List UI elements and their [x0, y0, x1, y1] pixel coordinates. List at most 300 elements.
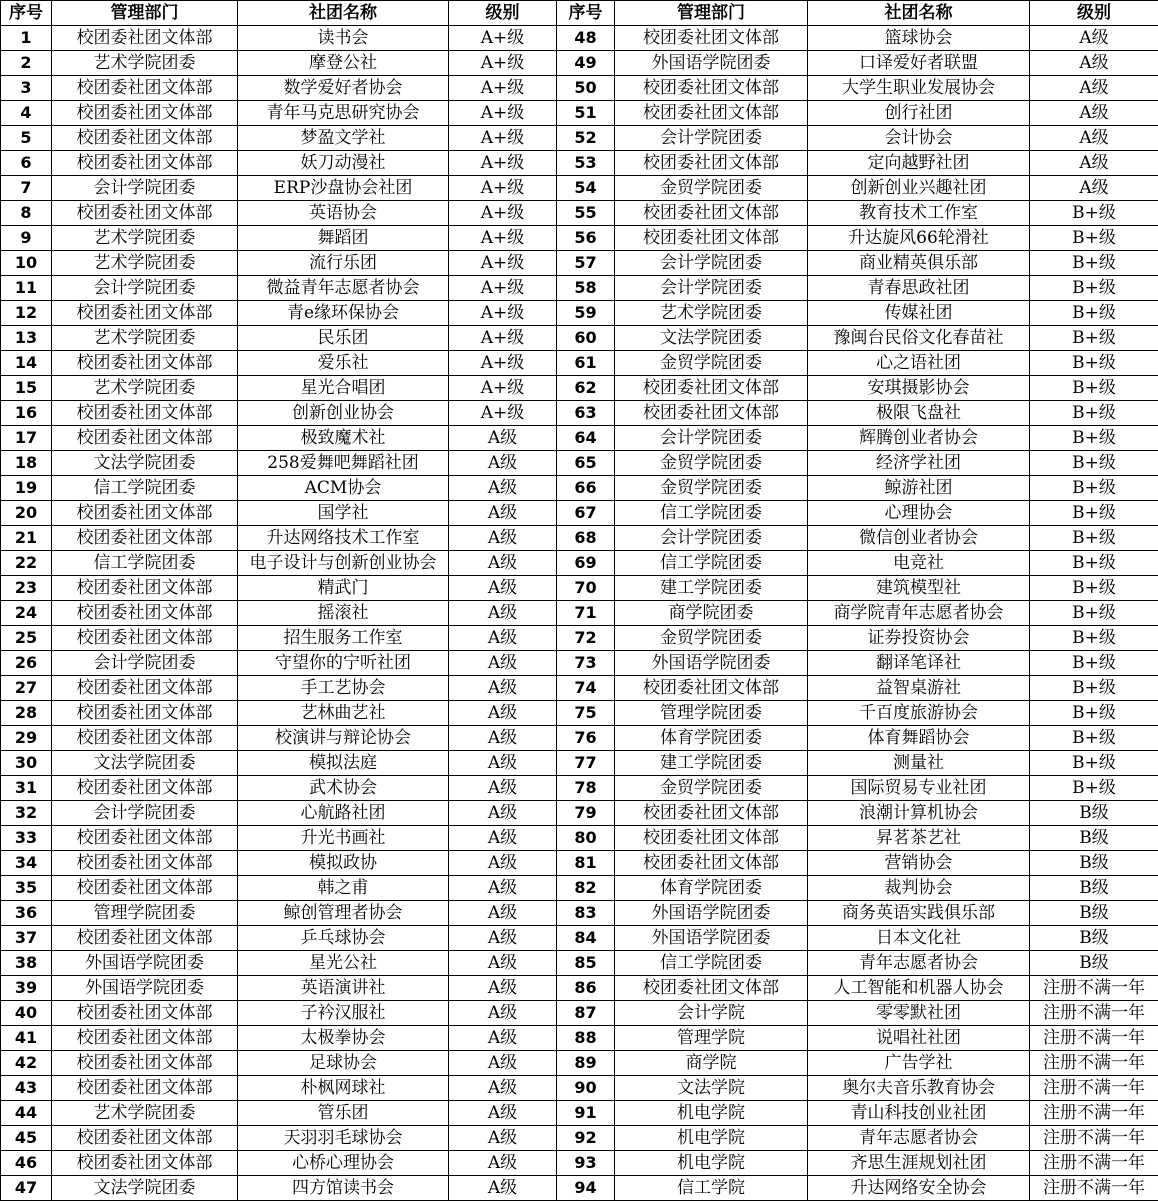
index-cell-right: 92: [557, 1126, 615, 1151]
department-cell-right: 校团委社团文体部: [615, 676, 808, 701]
table-row: [1, 976, 1158, 1001]
level-cell-right: B级: [1030, 951, 1158, 976]
level-cell-right: B+级: [1030, 376, 1158, 401]
department-cell-left: 校团委社团文体部: [52, 426, 238, 451]
index-cell-left: 43: [1, 1076, 52, 1101]
department-cell-left: 校团委社团文体部: [52, 351, 238, 376]
index-cell-right: 83: [557, 901, 615, 926]
department-cell-right: 校团委社团文体部: [615, 101, 808, 126]
club-name-cell-left: 妖刀动漫社: [238, 151, 449, 176]
club-name-cell-left: 民乐团: [238, 326, 449, 351]
club-name-cell-left: 数学爱好者协会: [238, 76, 449, 101]
table-row: [1, 51, 1158, 76]
department-cell-left: 校团委社团文体部: [52, 626, 238, 651]
department-cell-right: 外国语学院团委: [615, 51, 808, 76]
department-cell-right: 体育学院团委: [615, 876, 808, 901]
club-name-cell-right: 电竞社: [808, 551, 1030, 576]
department-cell-right: 信工学院团委: [615, 951, 808, 976]
index-cell-left: 13: [1, 326, 52, 351]
level-cell-right: B+级: [1030, 626, 1158, 651]
index-cell-right: 82: [557, 876, 615, 901]
club-name-cell-left: 精武门: [238, 576, 449, 601]
index-cell-right: 80: [557, 826, 615, 851]
table-body: [1, 26, 1158, 1201]
index-cell-right: 54: [557, 176, 615, 201]
table-row: [1, 476, 1158, 501]
index-cell-left: 45: [1, 1126, 52, 1151]
club-name-cell-right: 口译爱好者联盟: [808, 51, 1030, 76]
club-name-cell-left: 读书会: [238, 26, 449, 51]
index-cell-left: 1: [1, 26, 52, 51]
level-cell-right: B+级: [1030, 326, 1158, 351]
department-cell-right: 建工学院团委: [615, 576, 808, 601]
index-cell-right: 88: [557, 1026, 615, 1051]
index-cell-left: 11: [1, 276, 52, 301]
department-cell-right: 校团委社团文体部: [615, 801, 808, 826]
index-cell-right: 66: [557, 476, 615, 501]
department-cell-left: 校团委社团文体部: [52, 1076, 238, 1101]
header-index-left: 序号: [1, 1, 52, 26]
club-name-cell-right: 大学生职业发展协会: [808, 76, 1030, 101]
table-row: [1, 151, 1158, 176]
department-cell-left: 校团委社团文体部: [52, 151, 238, 176]
club-name-cell-right: 国际贸易专业社团: [808, 776, 1030, 801]
department-cell-left: 艺术学院团委: [52, 326, 238, 351]
level-cell-left: A级: [449, 951, 557, 976]
club-name-cell-right: 豫闽台民俗文化春苗社: [808, 326, 1030, 351]
header-club-name-right: 社团名称: [808, 1, 1030, 26]
index-cell-left: 10: [1, 251, 52, 276]
club-name-cell-left: 艺林曲艺社: [238, 701, 449, 726]
table-row: [1, 951, 1158, 976]
index-cell-left: 22: [1, 551, 52, 576]
index-cell-right: 58: [557, 276, 615, 301]
department-cell-left: 校团委社团文体部: [52, 1026, 238, 1051]
department-cell-left: 校团委社团文体部: [52, 201, 238, 226]
level-cell-right: B+级: [1030, 401, 1158, 426]
level-cell-right: B+级: [1030, 351, 1158, 376]
index-cell-right: 85: [557, 951, 615, 976]
club-name-cell-left: 升光书画社: [238, 826, 449, 851]
club-name-cell-right: 昇茗茶艺社: [808, 826, 1030, 851]
table-row: [1, 226, 1158, 251]
department-cell-left: 艺术学院团委: [52, 226, 238, 251]
department-cell-left: 校团委社团文体部: [52, 501, 238, 526]
level-cell-left: A级: [449, 751, 557, 776]
club-name-cell-right: 微信创业者协会: [808, 526, 1030, 551]
index-cell-right: 48: [557, 26, 615, 51]
level-cell-left: A+级: [449, 101, 557, 126]
level-cell-left: A+级: [449, 276, 557, 301]
club-name-cell-left: 摇滚社: [238, 601, 449, 626]
club-name-cell-left: 天羽羽毛球协会: [238, 1126, 449, 1151]
level-cell-left: A级: [449, 651, 557, 676]
level-cell-right: 注册不满一年: [1030, 976, 1158, 1001]
department-cell-left: 艺术学院团委: [52, 376, 238, 401]
department-cell-left: 校团委社团文体部: [52, 76, 238, 101]
club-name-cell-left: 韩之甫: [238, 876, 449, 901]
index-cell-right: 71: [557, 601, 615, 626]
table-row: [1, 726, 1158, 751]
level-cell-left: A+级: [449, 126, 557, 151]
department-cell-right: 艺术学院团委: [615, 301, 808, 326]
club-name-cell-left: 鲸创管理者协会: [238, 901, 449, 926]
table-row: [1, 1101, 1158, 1126]
table-row: [1, 876, 1158, 901]
index-cell-right: 77: [557, 751, 615, 776]
index-cell-right: 50: [557, 76, 615, 101]
index-cell-right: 94: [557, 1176, 615, 1201]
department-cell-right: 机电学院: [615, 1151, 808, 1176]
club-name-cell-right: 青春思政社团: [808, 276, 1030, 301]
level-cell-right: B+级: [1030, 776, 1158, 801]
table-row: [1, 1151, 1158, 1176]
club-name-cell-right: 会计协会: [808, 126, 1030, 151]
club-name-cell-right: 经济学社团: [808, 451, 1030, 476]
department-cell-left: 管理学院团委: [52, 901, 238, 926]
club-name-cell-left: 创新创业协会: [238, 401, 449, 426]
department-cell-right: 金贸学院团委: [615, 176, 808, 201]
index-cell-right: 51: [557, 101, 615, 126]
club-name-cell-right: 青山科技创业社团: [808, 1101, 1030, 1126]
department-cell-right: 会计学院团委: [615, 251, 808, 276]
department-cell-left: 艺术学院团委: [52, 1101, 238, 1126]
club-name-cell-left: 朴枫网球社: [238, 1076, 449, 1101]
department-cell-left: 会计学院团委: [52, 801, 238, 826]
index-cell-left: 36: [1, 901, 52, 926]
club-name-cell-right: 商务英语实践俱乐部: [808, 901, 1030, 926]
index-cell-left: 34: [1, 851, 52, 876]
table-row: [1, 351, 1158, 376]
club-name-cell-right: 建筑模型社: [808, 576, 1030, 601]
department-cell-left: 校团委社团文体部: [52, 1001, 238, 1026]
index-cell-left: 26: [1, 651, 52, 676]
level-cell-left: A级: [449, 426, 557, 451]
level-cell-left: A+级: [449, 151, 557, 176]
level-cell-left: A+级: [449, 201, 557, 226]
level-cell-left: A级: [449, 601, 557, 626]
level-cell-right: B+级: [1030, 651, 1158, 676]
index-cell-right: 62: [557, 376, 615, 401]
level-cell-right: A级: [1030, 51, 1158, 76]
index-cell-right: 59: [557, 301, 615, 326]
department-cell-left: 校团委社团文体部: [52, 851, 238, 876]
level-cell-right: B+级: [1030, 276, 1158, 301]
department-cell-right: 校团委社团文体部: [615, 401, 808, 426]
club-name-cell-right: 升达旋风66轮滑社: [808, 226, 1030, 251]
index-cell-right: 56: [557, 226, 615, 251]
index-cell-left: 14: [1, 351, 52, 376]
department-cell-left: 艺术学院团委: [52, 51, 238, 76]
club-name-cell-right: 教育技术工作室: [808, 201, 1030, 226]
table-row: [1, 651, 1158, 676]
club-name-cell-right: 心之语社团: [808, 351, 1030, 376]
club-name-cell-left: 摩登公社: [238, 51, 449, 76]
header-club-name-left: 社团名称: [238, 1, 449, 26]
club-name-cell-right: 青年志愿者协会: [808, 1126, 1030, 1151]
level-cell-right: B+级: [1030, 576, 1158, 601]
department-cell-right: 金贸学院团委: [615, 626, 808, 651]
level-cell-right: A级: [1030, 76, 1158, 101]
index-cell-left: 32: [1, 801, 52, 826]
department-cell-right: 会计学院团委: [615, 426, 808, 451]
index-cell-right: 57: [557, 251, 615, 276]
level-cell-right: 注册不满一年: [1030, 1076, 1158, 1101]
department-cell-left: 校团委社团文体部: [52, 676, 238, 701]
level-cell-right: 注册不满一年: [1030, 1176, 1158, 1201]
level-cell-left: A级: [449, 1076, 557, 1101]
level-cell-right: B+级: [1030, 501, 1158, 526]
level-cell-left: A级: [449, 576, 557, 601]
level-cell-right: 注册不满一年: [1030, 1101, 1158, 1126]
index-cell-left: 33: [1, 826, 52, 851]
level-cell-left: A+级: [449, 76, 557, 101]
level-cell-right: B+级: [1030, 476, 1158, 501]
department-cell-left: 会计学院团委: [52, 276, 238, 301]
club-name-cell-right: 体育舞蹈协会: [808, 726, 1030, 751]
level-cell-left: A级: [449, 1176, 557, 1201]
club-name-cell-right: 广告学社: [808, 1051, 1030, 1076]
department-cell-left: 文法学院团委: [52, 1176, 238, 1201]
index-cell-left: 18: [1, 451, 52, 476]
index-cell-right: 87: [557, 1001, 615, 1026]
club-name-cell-left: 英语演讲社: [238, 976, 449, 1001]
index-cell-left: 25: [1, 626, 52, 651]
club-name-cell-left: 守望你的宁听社团: [238, 651, 449, 676]
club-name-cell-right: 益智桌游社: [808, 676, 1030, 701]
table-row: [1, 376, 1158, 401]
club-name-cell-right: 升达网络安全协会: [808, 1176, 1030, 1201]
level-cell-left: A级: [449, 551, 557, 576]
index-cell-right: 91: [557, 1101, 615, 1126]
club-name-cell-right: 证券投资协会: [808, 626, 1030, 651]
index-cell-left: 31: [1, 776, 52, 801]
club-name-cell-right: 辉腾创业者协会: [808, 426, 1030, 451]
index-cell-right: 60: [557, 326, 615, 351]
level-cell-right: B+级: [1030, 701, 1158, 726]
index-cell-right: 74: [557, 676, 615, 701]
club-name-cell-left: 青e缘环保协会: [238, 301, 449, 326]
index-cell-right: 63: [557, 401, 615, 426]
club-name-cell-left: 太极拳协会: [238, 1026, 449, 1051]
department-cell-right: 金贸学院团委: [615, 776, 808, 801]
index-cell-left: 3: [1, 76, 52, 101]
level-cell-left: A级: [449, 701, 557, 726]
club-name-cell-right: 商业精英俱乐部: [808, 251, 1030, 276]
club-name-cell-left: 电子设计与创新创业协会: [238, 551, 449, 576]
club-name-cell-right: 浪潮计算机协会: [808, 801, 1030, 826]
club-name-cell-right: 定向越野社团: [808, 151, 1030, 176]
table-row: [1, 176, 1158, 201]
department-cell-right: 外国语学院团委: [615, 901, 808, 926]
department-cell-right: 校团委社团文体部: [615, 851, 808, 876]
department-cell-right: 机电学院: [615, 1101, 808, 1126]
index-cell-right: 49: [557, 51, 615, 76]
department-cell-right: 校团委社团文体部: [615, 76, 808, 101]
department-cell-left: 校团委社团文体部: [52, 526, 238, 551]
level-cell-right: B+级: [1030, 526, 1158, 551]
department-cell-right: 信工学院团委: [615, 501, 808, 526]
level-cell-left: A+级: [449, 401, 557, 426]
club-name-cell-right: 心理协会: [808, 501, 1030, 526]
index-cell-right: 89: [557, 1051, 615, 1076]
club-name-cell-left: 微益青年志愿者协会: [238, 276, 449, 301]
level-cell-right: B级: [1030, 851, 1158, 876]
club-name-cell-left: 手工艺协会: [238, 676, 449, 701]
level-cell-left: A级: [449, 876, 557, 901]
index-cell-left: 2: [1, 51, 52, 76]
level-cell-right: B+级: [1030, 451, 1158, 476]
level-cell-left: A级: [449, 626, 557, 651]
index-cell-left: 30: [1, 751, 52, 776]
index-cell-left: 41: [1, 1026, 52, 1051]
index-cell-left: 39: [1, 976, 52, 1001]
level-cell-left: A+级: [449, 251, 557, 276]
index-cell-right: 72: [557, 626, 615, 651]
club-name-cell-left: 流行乐团: [238, 251, 449, 276]
department-cell-left: 校团委社团文体部: [52, 776, 238, 801]
table-row: [1, 1076, 1158, 1101]
level-cell-right: B+级: [1030, 426, 1158, 451]
club-name-cell-right: 创行社团: [808, 101, 1030, 126]
level-cell-left: A+级: [449, 326, 557, 351]
index-cell-left: 27: [1, 676, 52, 701]
department-cell-right: 信工学院团委: [615, 551, 808, 576]
club-name-cell-right: 说唱社社团: [808, 1026, 1030, 1051]
club-name-cell-right: 鲸游社团: [808, 476, 1030, 501]
department-cell-left: 文法学院团委: [52, 751, 238, 776]
header-department-left: 管理部门: [52, 1, 238, 26]
department-cell-left: 会计学院团委: [52, 651, 238, 676]
table-row: [1, 76, 1158, 101]
club-name-cell-right: 测量社: [808, 751, 1030, 776]
department-cell-right: 管理学院团委: [615, 701, 808, 726]
index-cell-left: 17: [1, 426, 52, 451]
department-cell-left: 校团委社团文体部: [52, 1051, 238, 1076]
level-cell-left: A级: [449, 901, 557, 926]
level-cell-left: A级: [449, 476, 557, 501]
table-row: [1, 676, 1158, 701]
level-cell-right: A级: [1030, 126, 1158, 151]
department-cell-right: 建工学院团委: [615, 751, 808, 776]
table-row: [1, 801, 1158, 826]
club-name-cell-right: 千百度旅游协会: [808, 701, 1030, 726]
department-cell-right: 金贸学院团委: [615, 351, 808, 376]
table-row: [1, 401, 1158, 426]
index-cell-left: 16: [1, 401, 52, 426]
department-cell-left: 校团委社团文体部: [52, 301, 238, 326]
level-cell-right: 注册不满一年: [1030, 1026, 1158, 1051]
table-row: [1, 526, 1158, 551]
department-cell-right: 会计学院团委: [615, 276, 808, 301]
level-cell-right: B级: [1030, 901, 1158, 926]
club-name-cell-right: 传媒社团: [808, 301, 1030, 326]
header-department-right: 管理部门: [615, 1, 808, 26]
index-cell-left: 15: [1, 376, 52, 401]
level-cell-left: A级: [449, 676, 557, 701]
club-name-cell-left: 星光公社: [238, 951, 449, 976]
level-cell-left: A级: [449, 826, 557, 851]
club-name-cell-right: 极限飞盘社: [808, 401, 1030, 426]
index-cell-left: 4: [1, 101, 52, 126]
index-cell-left: 5: [1, 126, 52, 151]
club-name-cell-left: 心桥心理协会: [238, 1151, 449, 1176]
level-cell-right: 注册不满一年: [1030, 1051, 1158, 1076]
table-row: [1, 26, 1158, 51]
table-row: [1, 1001, 1158, 1026]
club-name-cell-left: 舞蹈团: [238, 226, 449, 251]
club-name-cell-left: 足球协会: [238, 1051, 449, 1076]
level-cell-left: A级: [449, 776, 557, 801]
level-cell-right: B+级: [1030, 726, 1158, 751]
level-cell-right: B+级: [1030, 601, 1158, 626]
department-cell-left: 外国语学院团委: [52, 976, 238, 1001]
level-cell-left: A+级: [449, 376, 557, 401]
level-cell-right: B级: [1030, 826, 1158, 851]
club-name-cell-right: 裁判协会: [808, 876, 1030, 901]
level-cell-left: A级: [449, 851, 557, 876]
level-cell-right: B+级: [1030, 551, 1158, 576]
index-cell-left: 24: [1, 601, 52, 626]
club-name-cell-right: 奥尔夫音乐教育协会: [808, 1076, 1030, 1101]
index-cell-right: 84: [557, 926, 615, 951]
index-cell-left: 28: [1, 701, 52, 726]
table-row: [1, 826, 1158, 851]
index-cell-left: 8: [1, 201, 52, 226]
table-row: [1, 1176, 1158, 1201]
club-name-cell-right: 营销协会: [808, 851, 1030, 876]
department-cell-left: 校团委社团文体部: [52, 1126, 238, 1151]
index-cell-right: 68: [557, 526, 615, 551]
level-cell-left: A级: [449, 726, 557, 751]
department-cell-right: 会计学院团委: [615, 526, 808, 551]
club-name-cell-left: 梦盈文学社: [238, 126, 449, 151]
club-name-cell-left: 升达网络技术工作室: [238, 526, 449, 551]
header-level-right: 级别: [1030, 1, 1158, 26]
level-cell-right: B+级: [1030, 201, 1158, 226]
level-cell-right: A级: [1030, 26, 1158, 51]
club-name-cell-right: 商学院青年志愿者协会: [808, 601, 1030, 626]
table-row: [1, 251, 1158, 276]
table-row: [1, 501, 1158, 526]
department-cell-right: 校团委社团文体部: [615, 26, 808, 51]
level-cell-left: A级: [449, 801, 557, 826]
club-name-cell-left: 校演讲与辩论协会: [238, 726, 449, 751]
club-name-cell-left: ERP沙盘协会社团: [238, 176, 449, 201]
department-cell-right: 外国语学院团委: [615, 651, 808, 676]
club-name-cell-right: 翻译笔译社: [808, 651, 1030, 676]
level-cell-left: A级: [449, 926, 557, 951]
index-cell-left: 40: [1, 1001, 52, 1026]
level-cell-right: B+级: [1030, 301, 1158, 326]
club-name-cell-left: 模拟政协: [238, 851, 449, 876]
index-cell-right: 78: [557, 776, 615, 801]
header-index-right: 序号: [557, 1, 615, 26]
index-cell-right: 52: [557, 126, 615, 151]
index-cell-left: 44: [1, 1101, 52, 1126]
department-cell-left: 校团委社团文体部: [52, 401, 238, 426]
level-cell-left: A级: [449, 1026, 557, 1051]
club-name-cell-right: 齐思生涯规划社团: [808, 1151, 1030, 1176]
department-cell-left: 艺术学院团委: [52, 251, 238, 276]
level-cell-right: 注册不满一年: [1030, 1126, 1158, 1151]
level-cell-left: A+级: [449, 351, 557, 376]
level-cell-left: A级: [449, 1101, 557, 1126]
table-row: [1, 1026, 1158, 1051]
department-cell-left: 外国语学院团委: [52, 951, 238, 976]
department-cell-left: 校团委社团文体部: [52, 101, 238, 126]
index-cell-left: 20: [1, 501, 52, 526]
